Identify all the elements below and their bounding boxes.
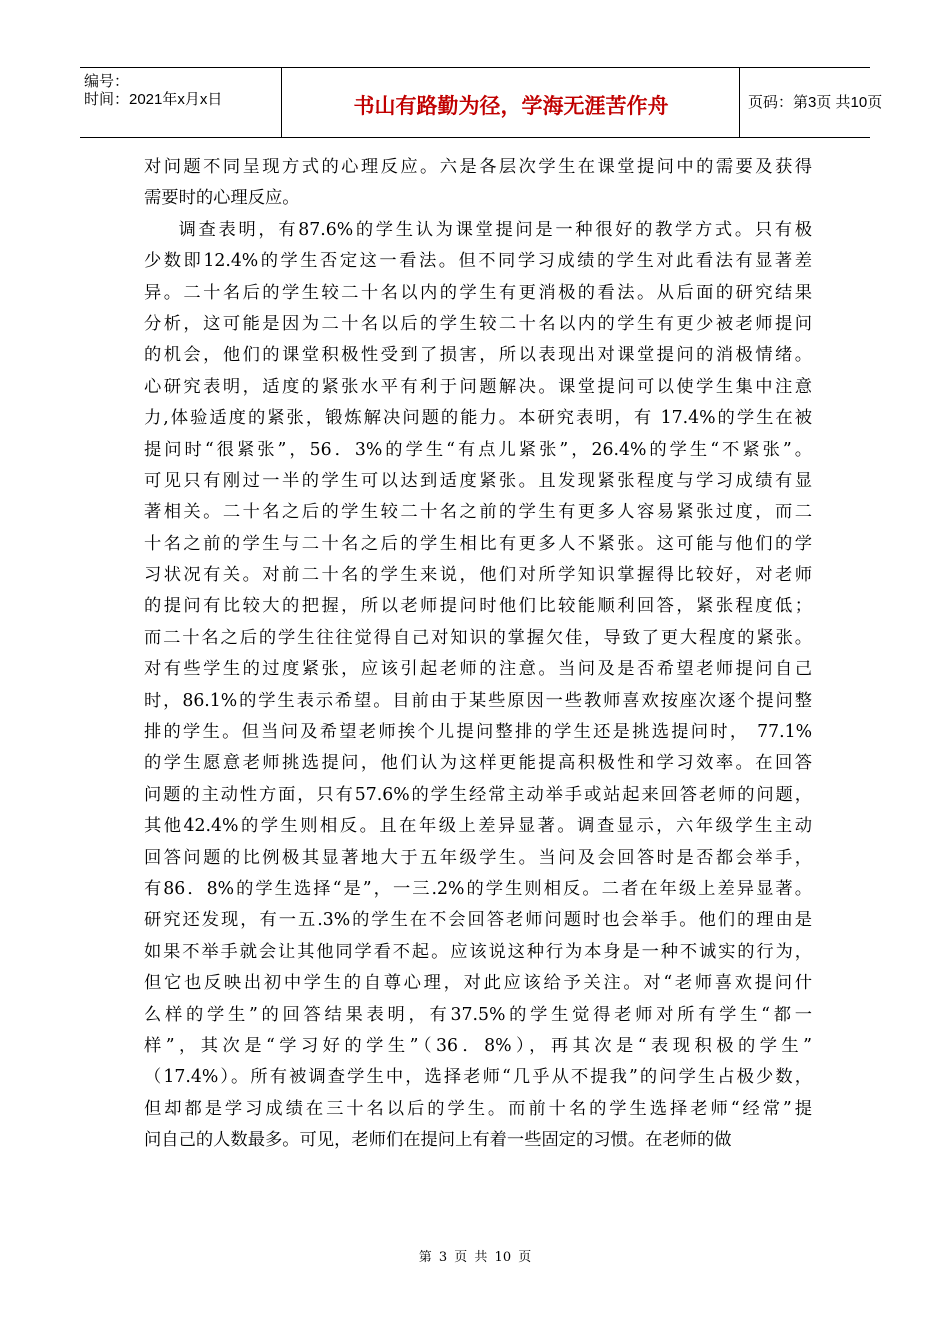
body-line: 十名之前的学生与二十名之后的学生相比有更多人不紧张。这可能与他们的学 xyxy=(144,533,812,554)
body-line: 心研究表明，适度的紧张水平有利于问题解决。课堂提问可以使学生集中注意 xyxy=(144,376,812,397)
body-line: 回答问题的比例极其显著地大于五年级学生。当问及会回答时是否都会举手， xyxy=(144,847,812,868)
page-footer: 第 3 页 共 10 页 xyxy=(418,1250,532,1265)
document-number-label: 编号： xyxy=(84,73,130,90)
body-line: 问自己的人数最多。可见，老师们在提问上有着一些固定的习惯。在老师的做 xyxy=(144,1130,732,1151)
body-line: 的机会，他们的课堂积极性受到了损害，所以表现出对课堂提问的消极情绪。 xyxy=(144,345,812,366)
body-line: 有86．8%的学生选择“是”，一三.2%的学生则相反。二者在年级上差异显著。 xyxy=(144,878,812,899)
body-line: 排的学生。但当问及希望老师挨个儿提问整排的学生还是挑选提问时， 77.1% xyxy=(144,722,812,743)
body-line: 其他42.4%的学生则相反。且在年级上差异显著。调查显示，六年级学生主动 xyxy=(144,816,812,837)
page-header xyxy=(80,67,883,138)
body-line: 对问题不同呈现方式的心理反应。六是各层次学生在课堂提问中的需要及获得 xyxy=(144,157,812,177)
header-meta-cell xyxy=(80,68,282,137)
body-line: 样”，其次是“学习好的学生”（36．8%），再其次是“表现积极的学生” xyxy=(144,1035,812,1056)
body-line: 力,体验适度的紧张，锻炼解决问题的能力。本研究表明，有 17.4%的学生在被 xyxy=(144,408,812,429)
body-line: 研究还发现，有一五.3%的学生在不会回答老师问题时也会举手。他们的理由是 xyxy=(144,910,812,931)
body-line: 而二十名之后的学生往往觉得自己对知识的掌握欠佳，导致了更大程度的紧张。 xyxy=(144,627,812,648)
body-line: 如果不举手就会让其他同学看不起。应该说这种行为本身是一种不诚实的行为， xyxy=(144,941,812,962)
header-motto: 书山有路勤为径，学海无涯苦作舟 xyxy=(353,94,669,118)
body-line: 问题的主动性方面，只有57.6%的学生经常主动举手或站起来回答老师的问题， xyxy=(144,784,812,805)
body-text xyxy=(144,152,812,1157)
body-line: 但它也反映出初中学生的自尊心理，对此应该给予关注。对“老师喜欢提问什 xyxy=(144,973,812,994)
body-line: 可见只有刚过一半的学生可以达到适度紧张。且发现紧张程度与学习成绩有显 xyxy=(144,470,812,491)
header-page-label: 页码：第3页 共10页 xyxy=(748,94,883,111)
body-line: 分析，这可能是因为二十名以后的学生较二十名以内的学生有更少被老师提问 xyxy=(144,313,812,334)
body-line: 著相关。二十名之后的学生较二十名之前的学生有更多人容易紧张过度，而二 xyxy=(144,502,812,523)
header-motto-cell xyxy=(282,68,740,137)
body-line: 但却都是学习成绩在三十名以后的学生。而前十名的学生选择老师“经常”提 xyxy=(144,1098,812,1119)
body-line: 少数即12.4%的学生否定这一看法。但不同学习成绩的学生对此看法有显著差 xyxy=(144,251,812,272)
body-line: 异。二十名后的学生较二十名以内的学生有更消极的看法。从后面的研究结果 xyxy=(144,282,812,303)
body-line: 对有些学生的过度紧张，应该引起老师的注意。当问及是否希望老师提问自己 xyxy=(144,659,812,680)
body-line: 的提问有比较大的把握，所以老师提问时他们比较能顺利回答，紧张程度低； xyxy=(144,596,812,617)
body-line: 提问时“很紧张”，56．3%的学生“有点儿紧张”，26.4%的学生“不紧张”。 xyxy=(144,439,812,460)
body-line: 需要时的心理反应。 xyxy=(144,188,300,209)
body-line: 的学生愿意老师挑选提问，他们认为这样更能提高积极性和学习效率。在回答 xyxy=(144,753,812,774)
body-line: （17.4%）。所有被调查学生中，选择老师“几乎从不提我”的问学生占极少数， xyxy=(144,1067,812,1088)
document-date-label: 时间：2021年x月x日 xyxy=(84,91,223,108)
body-line: 么样的学生”的回答结果表明，有37.5%的学生觉得老师对所有学生“都一 xyxy=(144,1004,812,1025)
body-line: 调查表明，有87.6%的学生认为课堂提问是一种很好的教学方式。只有极 xyxy=(178,219,812,240)
body-line: 时，86.1%的学生表示希望。目前由于某些原因一些教师喜欢按座次逐个提问整 xyxy=(144,690,812,711)
body-line: 习状况有关。对前二十名的学生来说，他们对所学知识掌握得比较好，对老师 xyxy=(144,565,812,586)
